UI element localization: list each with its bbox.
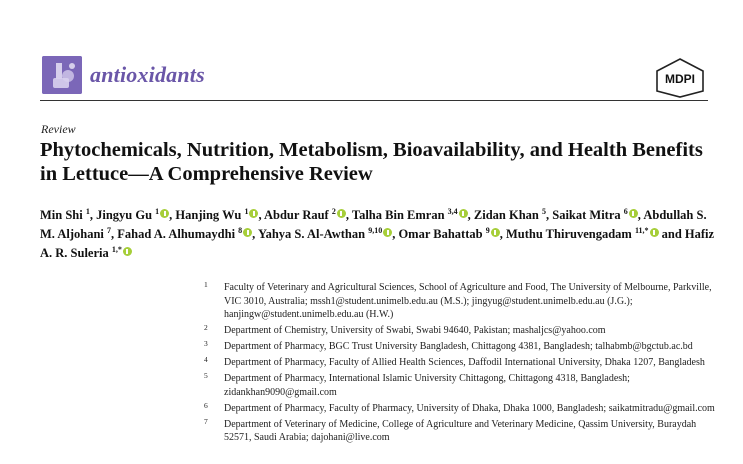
author — [552, 208, 638, 222]
orcid-icon[interactable] — [383, 228, 392, 237]
affiliation-text: Department of Pharmacy, International Islamic University Chittagong, Chittagong 4318, Bangladesh; zidankhan9090@gmail.com — [224, 373, 630, 398]
author-affiliation-ref: 5 — [542, 207, 546, 216]
journal-logo — [42, 56, 82, 94]
author-list — [40, 204, 720, 261]
affiliation-item — [204, 418, 724, 445]
author-affiliation-ref: 9 — [485, 226, 490, 236]
affiliation-text: Department of Pharmacy, Faculty of Pharmacy, University of Dhaka, Dhaka 1000, Bangladesh; saikatmitradu@gmail.com — [224, 402, 715, 414]
author-affiliation-ref: 1 — [244, 207, 249, 216]
affiliation-item — [204, 340, 724, 354]
author-affiliation-ref: 8 — [238, 226, 243, 236]
author — [96, 208, 169, 222]
author-affiliation-ref: 7 — [107, 226, 112, 236]
affiliation-number: 6 — [204, 400, 208, 410]
author-affiliation-ref: 11,* — [634, 226, 649, 236]
author-separator: , — [499, 227, 506, 242]
orcid-icon[interactable] — [491, 228, 500, 237]
author-affiliation-ref: 3,4 — [447, 207, 458, 216]
author-affiliation-ref: 1 — [85, 207, 90, 216]
author — [398, 227, 499, 241]
affiliation-item — [204, 372, 724, 399]
author-separator: , — [89, 208, 97, 223]
author — [117, 227, 252, 241]
author-name: Hanjing Wu — [175, 208, 242, 223]
author-separator: , — [637, 208, 644, 223]
author-affiliation-ref: 2 — [331, 207, 336, 216]
affiliation-number: 2 — [204, 323, 208, 332]
author-affiliation-ref: 9,10 — [368, 226, 383, 236]
author-separator: , — [111, 227, 118, 242]
affiliation-item — [204, 402, 724, 416]
orcid-icon[interactable] — [629, 209, 638, 218]
affiliation-text: Department of Pharmacy, BGC Trust University Bangladesh, Chittagong 4381, Bangladesh; talhabmb@bgctub.ac.bd — [224, 341, 693, 352]
orcid-icon[interactable] — [337, 209, 346, 218]
affiliation-number: 4 — [204, 355, 208, 364]
author-affiliation-ref: 1 — [155, 207, 160, 216]
affiliation-item — [204, 324, 724, 338]
orcid-icon[interactable] — [459, 209, 468, 218]
author-separator: , — [345, 208, 352, 223]
author-separator: , — [392, 227, 399, 242]
author — [264, 208, 346, 222]
author-name: Omar Bahattab — [398, 227, 483, 242]
affiliation-text: Department of Pharmacy, Faculty of Allied Health Sciences, Daffodil International University, Dhaka 1207, Bangladesh — [224, 357, 705, 368]
author-separator: , — [258, 208, 264, 223]
journal-name: antioxidants — [90, 62, 205, 87]
author-separator: , — [252, 227, 258, 242]
affiliation-text: Faculty of Veterinary and Agricultural Sciences, School of Agriculture and Food, The University of Melbourne, Parkville, VIC 3010, Australia; mssh1@student.unimelb.edu.au (M.S.); jingyug@student.unimelb.edu.au (J.G.); hanjingw@student.unimelb.edu.au (H.W.) — [224, 282, 712, 320]
affiliation-text: Department of Veterinary of Medicine, College of Agriculture and Veterinary Medicine, Qassim University, Buraydah 52571, Saudi Arabia; dajohani@live.com — [224, 418, 697, 443]
author-name: Abdur Rauf — [264, 208, 329, 223]
author-name: Muthu Thiruvengadam — [505, 227, 632, 242]
author-separator: , — [467, 208, 474, 223]
author-name: Fahad A. Alhumaydhi — [117, 227, 236, 242]
author-name: Jingyu Gu — [96, 208, 153, 223]
author-separator: , — [169, 208, 176, 223]
orcid-icon[interactable] — [243, 228, 252, 237]
orcid-icon[interactable] — [160, 209, 169, 218]
author — [474, 208, 546, 222]
author-name: Hafiz A. R. Suleria — [40, 227, 715, 261]
author-name: Saikat Mitra — [552, 208, 621, 223]
affiliation-number: 5 — [204, 371, 208, 380]
author-name: Zidan Khan — [473, 208, 539, 223]
affiliation-list — [204, 281, 724, 447]
author — [175, 208, 258, 222]
affiliation-number: 7 — [204, 416, 208, 426]
affiliation-number: 1 — [204, 280, 208, 289]
author — [506, 227, 659, 241]
author-name: Abdullah S. M. Aljohani — [40, 208, 707, 242]
flask-icon — [42, 56, 82, 94]
author-separator: , — [546, 208, 553, 223]
author-affiliation-ref: 6 — [623, 207, 628, 216]
orcid-icon[interactable] — [650, 228, 659, 237]
orcid-icon[interactable] — [123, 247, 132, 256]
author-affiliation-ref: 1,* — [111, 245, 122, 255]
header-divider — [40, 100, 708, 101]
article-title: Phytochemicals, Nutrition, Metabolism, Bioavailability, and Health Benefits in Lettuce—A Comprehensive Review — [40, 139, 703, 185]
author — [40, 208, 90, 222]
author-separator: and — [658, 227, 685, 242]
author — [352, 208, 468, 222]
affiliation-item — [204, 281, 724, 322]
mdpi-logo — [655, 58, 705, 98]
author-name: Yahya S. Al-Awthan — [257, 227, 366, 242]
publisher-name: MDPI — [665, 72, 695, 86]
affiliation-text: Department of Chemistry, University of Swabi, Swabi 94640, Pakistan; mashaljcs@yahoo.com — [224, 325, 606, 336]
author-name: Talha Bin Emran — [351, 208, 445, 223]
affiliation-number: 3 — [204, 339, 208, 348]
affiliation-item — [204, 356, 724, 370]
article-type: Review — [41, 122, 76, 136]
author-name: Min Shi — [40, 208, 83, 223]
author — [258, 227, 392, 241]
